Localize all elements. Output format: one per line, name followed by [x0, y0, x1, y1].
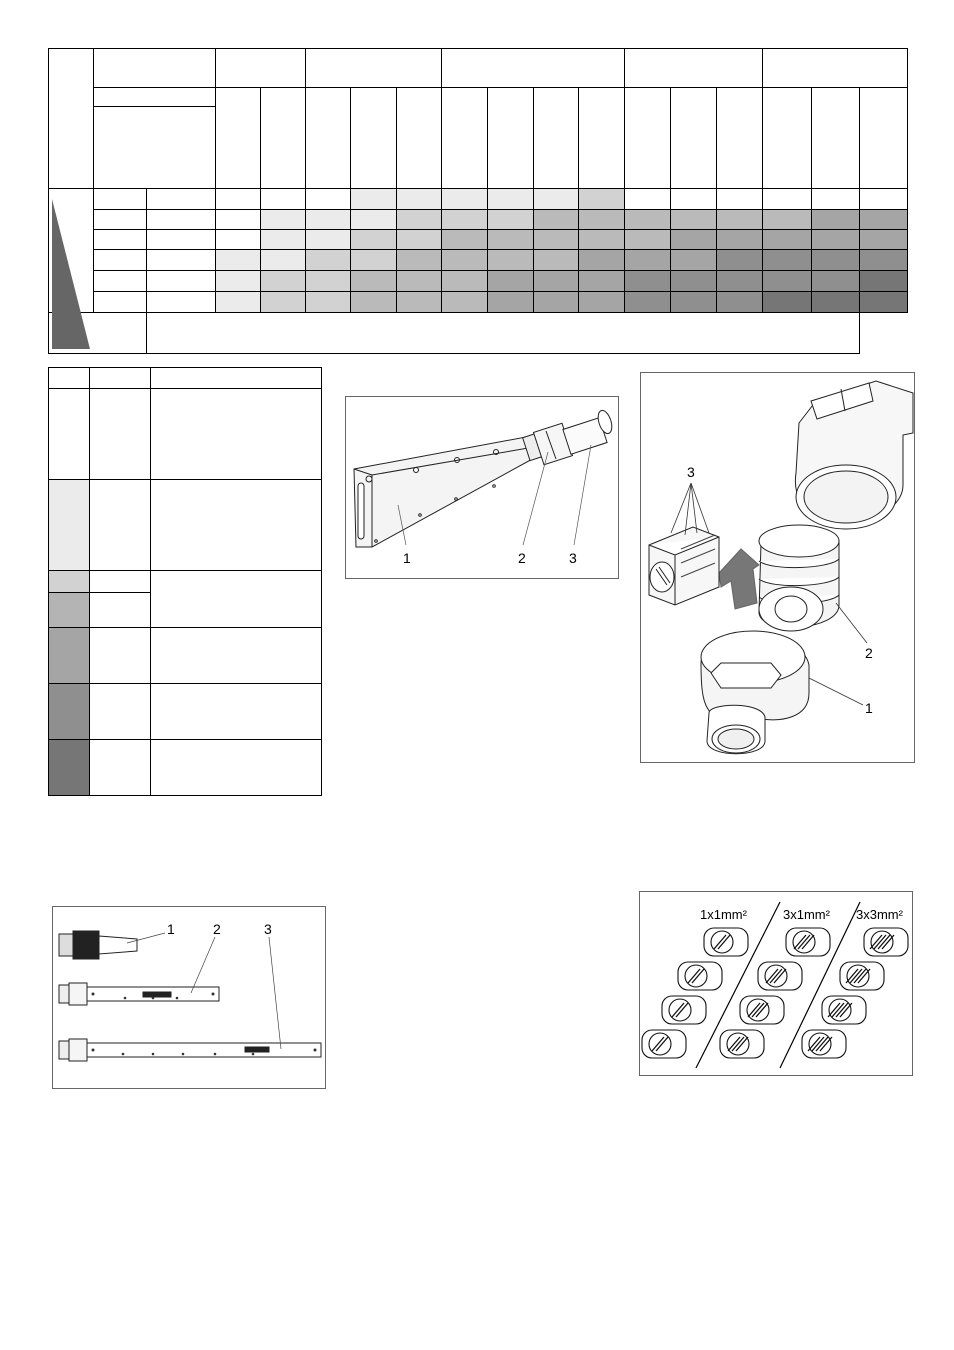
row-label-b — [147, 292, 215, 313]
legend-description — [151, 739, 322, 795]
insert-drawing — [662, 996, 706, 1024]
row-label-b — [147, 271, 215, 292]
header-group-label — [94, 49, 215, 88]
legend-description — [151, 480, 322, 571]
shade-cell — [260, 250, 305, 271]
shade-cell — [442, 250, 488, 271]
shade-cell — [442, 230, 488, 250]
shade-cell — [397, 271, 442, 292]
legend-code — [90, 739, 151, 795]
shade-cell — [260, 292, 305, 313]
shade-cell — [305, 189, 350, 210]
shade-cell — [624, 292, 670, 313]
row-label-b — [147, 189, 215, 210]
shade-cell — [397, 250, 442, 271]
header-group-1 — [215, 49, 305, 88]
header-sublabel-a — [94, 88, 215, 107]
shade-cell — [763, 271, 811, 292]
shade-cell — [717, 250, 763, 271]
row-label-a — [94, 271, 147, 292]
legend-description — [151, 389, 322, 480]
figure-rods — [52, 906, 326, 1089]
insert-header: 3x3mm² — [856, 907, 903, 922]
shade-cell — [533, 189, 578, 210]
header-col — [533, 88, 578, 189]
shade-cell — [350, 292, 396, 313]
header-col — [397, 88, 442, 189]
table-row — [49, 292, 908, 313]
insert-drawing — [786, 928, 830, 956]
row-label-b — [147, 210, 215, 230]
shade-cell — [624, 210, 670, 230]
shade-cell — [533, 292, 578, 313]
shade-cell — [671, 230, 717, 250]
shade-cell — [624, 250, 670, 271]
callout-label: 1 — [865, 700, 873, 716]
shade-cell — [215, 210, 260, 230]
table-footer-row — [49, 313, 908, 354]
shade-cell — [488, 271, 533, 292]
legend-swatch — [49, 480, 90, 571]
insert-drawing — [642, 1030, 686, 1058]
header-col — [763, 88, 811, 189]
legend-swatch — [49, 627, 90, 683]
shade-cell — [350, 271, 396, 292]
shade-cell — [533, 210, 578, 230]
insert-drawing — [822, 996, 866, 1024]
shade-cell — [811, 292, 859, 313]
shade-cell — [350, 189, 396, 210]
shade-cell — [260, 210, 305, 230]
shade-cell — [442, 292, 488, 313]
shade-cell — [305, 250, 350, 271]
header-group-3 — [442, 49, 625, 88]
callout-label: 3 — [569, 550, 577, 566]
header-col — [260, 88, 305, 189]
row-label-a — [94, 230, 147, 250]
shade-cell — [215, 271, 260, 292]
table-row — [49, 210, 908, 230]
insert-drawing — [720, 1030, 764, 1058]
shade-cell — [488, 230, 533, 250]
header-group-5 — [763, 49, 908, 88]
shade-cell — [442, 210, 488, 230]
shade-cell — [397, 210, 442, 230]
table-row — [49, 189, 908, 210]
legend-header-swatch — [49, 368, 90, 389]
row-label-b — [147, 230, 215, 250]
callout-label: 3 — [264, 921, 272, 937]
shade-cell — [671, 271, 717, 292]
shade-cell — [763, 210, 811, 230]
header-col — [859, 88, 907, 189]
header-col — [578, 88, 624, 189]
callout-label: 2 — [865, 645, 873, 661]
shade-cell — [442, 271, 488, 292]
shade-cell — [215, 250, 260, 271]
shade-cell — [305, 230, 350, 250]
legend-description — [151, 683, 322, 739]
insert-header: 1x1mm² — [700, 907, 747, 922]
shade-cell — [397, 292, 442, 313]
shade-cell — [260, 271, 305, 292]
shade-cell — [763, 292, 811, 313]
header-group-2 — [305, 49, 441, 88]
shade-cell — [578, 230, 624, 250]
legend-code — [90, 627, 151, 683]
legend-swatch — [49, 739, 90, 795]
header-col — [624, 88, 670, 189]
callout-label: 2 — [518, 550, 526, 566]
header-sublabel-b — [94, 107, 215, 189]
shade-cell — [215, 189, 260, 210]
legend-code — [90, 480, 151, 571]
shade-cell — [671, 250, 717, 271]
shade-cell — [811, 189, 859, 210]
shade-cell — [533, 230, 578, 250]
callout-label: 1 — [167, 921, 175, 937]
shade-cell — [215, 230, 260, 250]
table-row — [49, 271, 908, 292]
shade-cell — [260, 189, 305, 210]
legend-code — [90, 683, 151, 739]
figure-insert-sizes — [639, 891, 913, 1076]
insert-header: 3x1mm² — [783, 907, 830, 922]
legend-code — [90, 592, 151, 627]
shade-cell — [811, 210, 859, 230]
insert-drawing — [704, 928, 748, 956]
shade-cell — [624, 271, 670, 292]
compatibility-table — [48, 48, 908, 354]
shade-cell — [859, 250, 907, 271]
shade-cell — [578, 210, 624, 230]
shade-cell — [859, 230, 907, 250]
insert-drawing — [758, 962, 802, 990]
header-col — [215, 88, 260, 189]
shade-cell — [859, 210, 907, 230]
legend-header-code — [90, 368, 151, 389]
legend-code — [90, 571, 151, 592]
shade-cell — [671, 189, 717, 210]
header-col — [442, 88, 488, 189]
shade-cell — [488, 210, 533, 230]
row-label-a — [94, 292, 147, 313]
insert-drawing — [840, 962, 884, 990]
shade-cell — [763, 250, 811, 271]
shade-cell — [624, 230, 670, 250]
table-row — [49, 230, 908, 250]
header-col — [350, 88, 396, 189]
header-group-4 — [624, 49, 762, 88]
shade-cell — [488, 250, 533, 271]
legend-description — [151, 627, 322, 683]
shade-cell — [811, 271, 859, 292]
shade-cell — [305, 210, 350, 230]
shade-cell — [215, 292, 260, 313]
legend-swatch — [49, 571, 90, 592]
figure-cable-gland — [640, 372, 915, 763]
shade-cell — [397, 230, 442, 250]
legend-table — [48, 367, 322, 796]
shade-cell — [578, 271, 624, 292]
wedge-indicator — [49, 189, 93, 354]
shade-cell — [717, 210, 763, 230]
legend-swatch — [49, 683, 90, 739]
shade-cell — [533, 271, 578, 292]
shade-cell — [717, 292, 763, 313]
legend-code — [90, 389, 151, 480]
table-row — [49, 250, 908, 271]
shade-cell — [578, 250, 624, 271]
legend-description — [151, 571, 322, 627]
shade-cell — [763, 230, 811, 250]
shade-cell — [350, 210, 396, 230]
shade-cell — [578, 189, 624, 210]
row-label-a — [94, 250, 147, 271]
insert-drawing — [864, 928, 908, 956]
row-label-a — [94, 210, 147, 230]
insert-drawing — [740, 996, 784, 1024]
shade-cell — [260, 230, 305, 250]
shade-cell — [717, 189, 763, 210]
header-col — [811, 88, 859, 189]
shade-cell — [350, 230, 396, 250]
corner-cell — [49, 49, 94, 189]
shade-cell — [859, 189, 907, 210]
shade-cell — [624, 189, 670, 210]
footer-note — [147, 313, 859, 354]
shade-cell — [717, 230, 763, 250]
legend-header-description — [151, 368, 322, 389]
legend-swatch — [49, 592, 90, 627]
insert-drawing — [802, 1030, 846, 1058]
shade-cell — [671, 292, 717, 313]
shade-cell — [859, 271, 907, 292]
shade-cell — [397, 189, 442, 210]
shade-cell — [578, 292, 624, 313]
shade-cell — [533, 250, 578, 271]
shade-cell — [811, 230, 859, 250]
shade-cell — [488, 189, 533, 210]
row-label-b — [147, 250, 215, 271]
header-col — [305, 88, 350, 189]
legend-swatch — [49, 389, 90, 480]
callout-label: 1 — [403, 550, 411, 566]
shade-cell — [811, 250, 859, 271]
shade-cell — [350, 250, 396, 271]
shade-cell — [305, 292, 350, 313]
shade-cell — [859, 292, 907, 313]
shade-cell — [671, 210, 717, 230]
callout-label: 2 — [213, 921, 221, 937]
shade-cell — [488, 292, 533, 313]
header-col — [717, 88, 763, 189]
shade-cell — [763, 189, 811, 210]
shade-cell — [305, 271, 350, 292]
insert-drawing — [678, 962, 722, 990]
row-label-a — [94, 189, 147, 210]
shade-cell — [442, 189, 488, 210]
figure-probe — [345, 396, 619, 579]
header-col — [488, 88, 533, 189]
callout-label: 3 — [687, 464, 695, 480]
shade-cell — [717, 271, 763, 292]
header-col — [671, 88, 717, 189]
